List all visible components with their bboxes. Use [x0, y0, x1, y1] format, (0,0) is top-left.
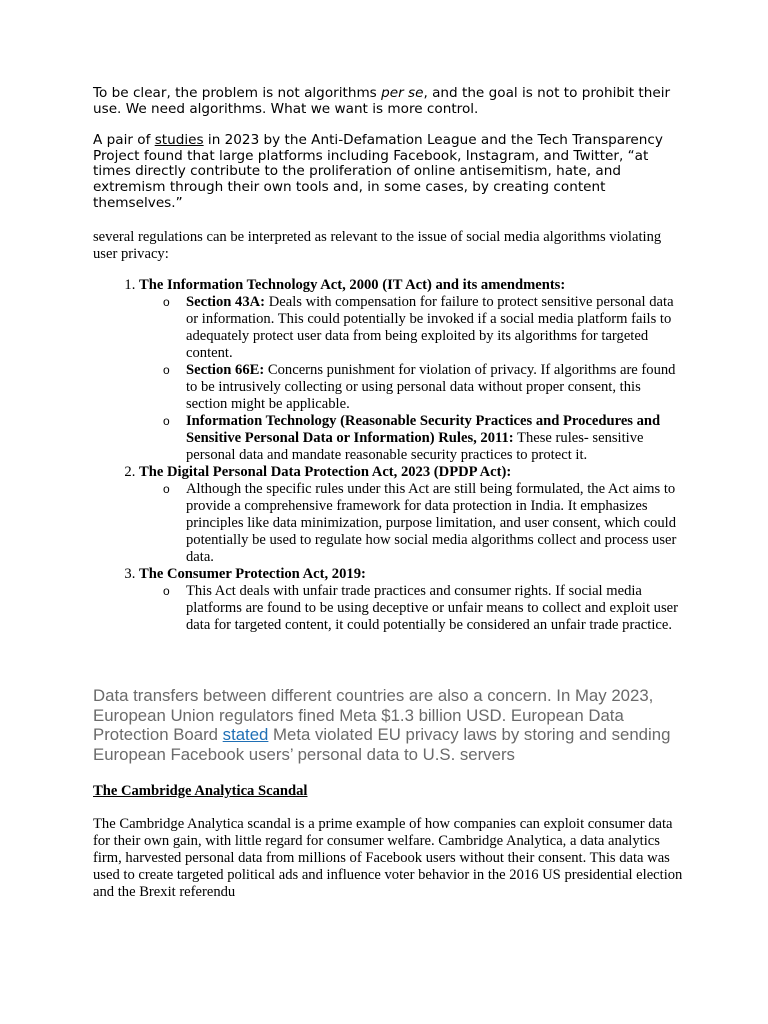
act-item [139, 277, 683, 464]
cambridge-body: The Cambridge Analytica scandal is a prime example of how companies can exploit consumer data for their own gain, with little regard for consumer welfare. Cambridge Analytica, a data analytics firm, harvested personal data from millions of Facebook users without their consent. This data was used to create targeted political ads and influence voter behavior in the 2016 US presidential election and the Brexit referendu [93, 815, 683, 900]
stated-link[interactable]: stated [222, 725, 269, 745]
act-point-text: These rules- sensitive personal data and mandate reasonable security practices to protect it. [186, 430, 644, 464]
act-point [163, 481, 683, 566]
studies-paragraph [93, 133, 683, 211]
studies-link[interactable]: studies [154, 132, 204, 149]
act-point-text: Although the specific rules under this Act are still being formulated, the Act aims to provide a comprehensive framework for data protection in India. It emphasizes principles like data minimization, purpose limitation, and user consent, which could potentially be used to regulate how social media algorithms collect and process user data. [186, 481, 677, 566]
act-point [163, 583, 683, 634]
intro-text-1: To be clear, the problem is not algorithms [93, 85, 382, 101]
studies-text-1: A pair of [93, 132, 155, 149]
cambridge-heading: The Cambridge Analytica Scandal [93, 782, 308, 799]
act-point-bold: Section 43A: [186, 294, 266, 311]
act-point [163, 362, 683, 413]
bullet-icon: o [163, 482, 170, 497]
act-point-bold: Information Technology (Reasonable Security Practices and Procedures and Sensitive Personal Data or Information) Rules, 2011: [186, 413, 661, 447]
data-transfer-text-2: Meta violated EU privacy laws by storing and sending European Facebook users’ personal data to U.S. servers [93, 725, 671, 764]
bullet-icon: o [163, 363, 170, 378]
intro-paragraph [93, 86, 683, 117]
regulations-intro: several regulations can be interpreted as relevant to the issue of social media algorithms violating user privacy: [93, 229, 662, 263]
act-point-text: Deals with compensation for failure to protect sensitive personal data or information. This could potentially be invoked if a social media platform fails to adequately protect user data from being exploited by its algorithms for targeted content. [186, 294, 674, 362]
studies-text-2: in 2023 by the Anti-Defamation League and the Tech Transparency Project found that large platforms including Facebook, Instagram, and Twitter, “at times directly contribute to the proliferation of online antisemitism, hate, and extremism through their own tools and, in some cases, by creating content themselves.” [93, 132, 663, 211]
bullet-icon: o [163, 414, 170, 429]
act-points [139, 294, 683, 464]
bullet-icon: o [163, 295, 170, 310]
act-title: The Consumer Protection Act, 2019: [139, 566, 366, 583]
act-point-text: This Act deals with unfair trade practices and consumer rights. If social media platforms are found to be using deceptive or unfair means to collect and exploit user data for targeted content, it could potentially be considered an unfair trade practice. [186, 583, 678, 634]
intro-italic: per se [381, 85, 424, 101]
intro-text-2: , and the goal is not to prohibit their use. We need algorithms. What we want is more control. [93, 85, 671, 117]
data-transfer-text-1: Data transfers between different countries are also a concern. In May 2023, European Union regulators fined Meta $1.3 billion USD. European Data Protection Board [93, 686, 654, 745]
act-item [139, 566, 683, 634]
act-points [139, 583, 683, 634]
data-transfer-paragraph [93, 686, 683, 764]
bullet-icon: o [163, 584, 170, 599]
act-item [139, 464, 683, 566]
act-title: The Information Technology Act, 2000 (IT Act) and its amendments: [139, 277, 566, 294]
act-point [163, 294, 683, 362]
act-point-bold: Section 66E: [186, 362, 265, 379]
act-points [139, 481, 683, 566]
document-page [93, 86, 683, 901]
act-title: The Digital Personal Data Protection Act, 2023 (DPDP Act): [139, 464, 512, 481]
acts-list [93, 277, 683, 634]
act-point [163, 413, 683, 464]
act-point-text: Concerns punishment for violation of privacy. If algorithms are found to be intrusively collecting or using personal data without proper consent, this section might be applicable. [186, 362, 676, 413]
